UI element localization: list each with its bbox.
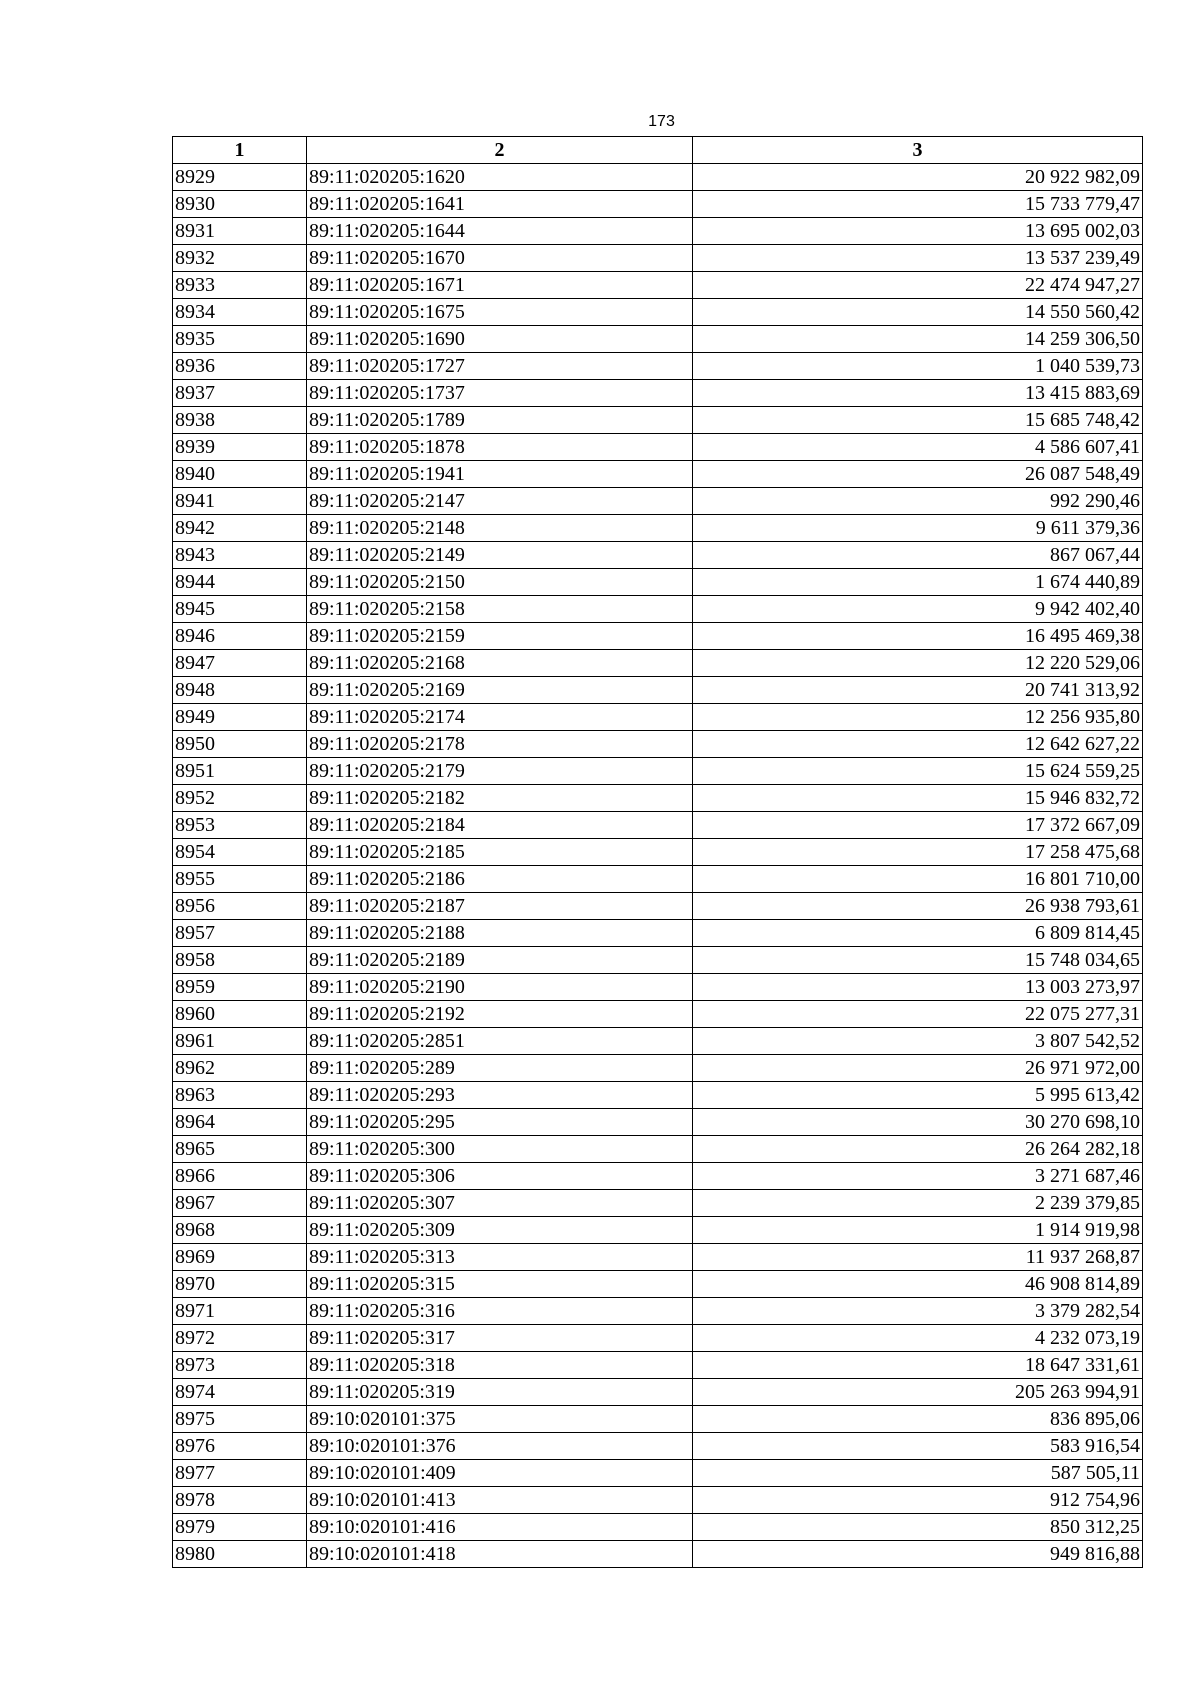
row-number-cell: 8955 <box>173 866 307 893</box>
cadastral-number-cell: 89:10:020101:409 <box>307 1460 693 1487</box>
row-number-cell: 8977 <box>173 1460 307 1487</box>
row-number-cell: 8967 <box>173 1190 307 1217</box>
cadastral-number-cell: 89:10:020101:413 <box>307 1487 693 1514</box>
value-cell: 11 937 268,87 <box>693 1244 1143 1271</box>
row-number-cell: 8979 <box>173 1514 307 1541</box>
table-row <box>173 758 1143 785</box>
cadastral-number-cell: 89:11:020205:2149 <box>307 542 693 569</box>
row-number-cell: 8943 <box>173 542 307 569</box>
value-cell: 13 415 883,69 <box>693 380 1143 407</box>
row-number-cell: 8945 <box>173 596 307 623</box>
value-cell: 16 495 469,38 <box>693 623 1143 650</box>
value-cell: 912 754,96 <box>693 1487 1143 1514</box>
table-row <box>173 515 1143 542</box>
table-row <box>173 812 1143 839</box>
table-row <box>173 1082 1143 1109</box>
value-cell: 5 995 613,42 <box>693 1082 1143 1109</box>
table-body <box>173 164 1143 1568</box>
row-number-cell: 8972 <box>173 1325 307 1352</box>
cadastral-number-cell: 89:11:020205:316 <box>307 1298 693 1325</box>
row-number-cell: 8929 <box>173 164 307 191</box>
value-cell: 30 270 698,10 <box>693 1109 1143 1136</box>
table-row <box>173 1217 1143 1244</box>
value-cell: 850 312,25 <box>693 1514 1143 1541</box>
value-cell: 836 895,06 <box>693 1406 1143 1433</box>
table-row <box>173 1271 1143 1298</box>
cadastral-number-cell: 89:11:020205:2158 <box>307 596 693 623</box>
table-row <box>173 1055 1143 1082</box>
cadastral-number-cell: 89:11:020205:295 <box>307 1109 693 1136</box>
row-number-cell: 8957 <box>173 920 307 947</box>
row-number-cell: 8956 <box>173 893 307 920</box>
value-cell: 22 075 277,31 <box>693 1001 1143 1028</box>
table-row <box>173 542 1143 569</box>
cadastral-number-cell: 89:11:020205:306 <box>307 1163 693 1190</box>
value-cell: 15 685 748,42 <box>693 407 1143 434</box>
table-row <box>173 272 1143 299</box>
cadastral-number-cell: 89:11:020205:315 <box>307 1271 693 1298</box>
row-number-cell: 8930 <box>173 191 307 218</box>
table-row <box>173 569 1143 596</box>
cadastral-number-cell: 89:10:020101:376 <box>307 1433 693 1460</box>
row-number-cell: 8933 <box>173 272 307 299</box>
row-number-cell: 8980 <box>173 1541 307 1568</box>
value-cell: 26 087 548,49 <box>693 461 1143 488</box>
value-cell: 1 674 440,89 <box>693 569 1143 596</box>
cadastral-number-cell: 89:11:020205:313 <box>307 1244 693 1271</box>
value-cell: 12 256 935,80 <box>693 704 1143 731</box>
value-cell: 949 816,88 <box>693 1541 1143 1568</box>
table-row <box>173 596 1143 623</box>
row-number-cell: 8932 <box>173 245 307 272</box>
table-row <box>173 839 1143 866</box>
table-row <box>173 1460 1143 1487</box>
table-row <box>173 407 1143 434</box>
row-number-cell: 8937 <box>173 380 307 407</box>
cadastral-number-cell: 89:11:020205:318 <box>307 1352 693 1379</box>
value-cell: 26 264 282,18 <box>693 1136 1143 1163</box>
table-row <box>173 1379 1143 1406</box>
cadastral-number-cell: 89:11:020205:1670 <box>307 245 693 272</box>
value-cell: 4 232 073,19 <box>693 1325 1143 1352</box>
value-cell: 4 586 607,41 <box>693 434 1143 461</box>
table-row <box>173 785 1143 812</box>
cadastral-number-cell: 89:11:020205:2168 <box>307 650 693 677</box>
column-header-2: 2 <box>307 137 693 164</box>
row-number-cell: 8952 <box>173 785 307 812</box>
value-cell: 18 647 331,61 <box>693 1352 1143 1379</box>
value-cell: 14 259 306,50 <box>693 326 1143 353</box>
page-number: 173 <box>648 113 675 130</box>
cadastral-number-cell: 89:11:020205:2851 <box>307 1028 693 1055</box>
table-row <box>173 1487 1143 1514</box>
cadastral-number-cell: 89:11:020205:1671 <box>307 272 693 299</box>
table-row <box>173 434 1143 461</box>
row-number-cell: 8946 <box>173 623 307 650</box>
value-cell: 16 801 710,00 <box>693 866 1143 893</box>
table-row <box>173 920 1143 947</box>
table-row <box>173 326 1143 353</box>
row-number-cell: 8974 <box>173 1379 307 1406</box>
row-number-cell: 8971 <box>173 1298 307 1325</box>
table-row <box>173 1163 1143 1190</box>
value-cell: 9 942 402,40 <box>693 596 1143 623</box>
cadastral-number-cell: 89:10:020101:418 <box>307 1541 693 1568</box>
table-row <box>173 218 1143 245</box>
row-number-cell: 8958 <box>173 947 307 974</box>
cadastral-number-cell: 89:11:020205:309 <box>307 1217 693 1244</box>
row-number-cell: 8966 <box>173 1163 307 1190</box>
row-number-cell: 8976 <box>173 1433 307 1460</box>
table-row <box>173 1298 1143 1325</box>
row-number-cell: 8960 <box>173 1001 307 1028</box>
table-row <box>173 353 1143 380</box>
value-cell: 20 922 982,09 <box>693 164 1143 191</box>
value-cell: 3 379 282,54 <box>693 1298 1143 1325</box>
value-cell: 15 748 034,65 <box>693 947 1143 974</box>
value-cell: 587 505,11 <box>693 1460 1143 1487</box>
table-row <box>173 1244 1143 1271</box>
value-cell: 6 809 814,45 <box>693 920 1143 947</box>
cadastral-number-cell: 89:10:020101:375 <box>307 1406 693 1433</box>
table-row <box>173 461 1143 488</box>
value-cell: 3 271 687,46 <box>693 1163 1143 1190</box>
row-number-cell: 8959 <box>173 974 307 1001</box>
table-row <box>173 1028 1143 1055</box>
row-number-cell: 8964 <box>173 1109 307 1136</box>
cadastral-number-cell: 89:11:020205:1941 <box>307 461 693 488</box>
cadastral-number-cell: 89:11:020205:1727 <box>307 353 693 380</box>
row-number-cell: 8944 <box>173 569 307 596</box>
row-number-cell: 8948 <box>173 677 307 704</box>
value-cell: 583 916,54 <box>693 1433 1143 1460</box>
value-cell: 14 550 560,42 <box>693 299 1143 326</box>
cadastral-number-cell: 89:11:020205:293 <box>307 1082 693 1109</box>
cadastral-number-cell: 89:11:020205:1690 <box>307 326 693 353</box>
row-number-cell: 8953 <box>173 812 307 839</box>
value-cell: 22 474 947,27 <box>693 272 1143 299</box>
table-row <box>173 1001 1143 1028</box>
table-row <box>173 380 1143 407</box>
value-cell: 26 971 972,00 <box>693 1055 1143 1082</box>
table-row <box>173 974 1143 1001</box>
cadastral-number-cell: 89:11:020205:1644 <box>307 218 693 245</box>
cadastral-number-cell: 89:11:020205:1675 <box>307 299 693 326</box>
cadastral-number-cell: 89:11:020205:2188 <box>307 920 693 947</box>
cadastral-number-cell: 89:11:020205:317 <box>307 1325 693 1352</box>
header-row <box>173 137 1143 164</box>
row-number-cell: 8936 <box>173 353 307 380</box>
cadastral-number-cell: 89:11:020205:1620 <box>307 164 693 191</box>
row-number-cell: 8950 <box>173 731 307 758</box>
value-cell: 13 537 239,49 <box>693 245 1143 272</box>
row-number-cell: 8975 <box>173 1406 307 1433</box>
table-row <box>173 299 1143 326</box>
row-number-cell: 8973 <box>173 1352 307 1379</box>
row-number-cell: 8939 <box>173 434 307 461</box>
row-number-cell: 8938 <box>173 407 307 434</box>
value-cell: 20 741 313,92 <box>693 677 1143 704</box>
table-row <box>173 164 1143 191</box>
row-number-cell: 8961 <box>173 1028 307 1055</box>
value-cell: 867 067,44 <box>693 542 1143 569</box>
cadastral-number-cell: 89:11:020205:2147 <box>307 488 693 515</box>
value-cell: 13 003 273,97 <box>693 974 1143 1001</box>
table-row <box>173 245 1143 272</box>
table-row <box>173 488 1143 515</box>
cadastral-number-cell: 89:11:020205:2179 <box>307 758 693 785</box>
cadastral-number-cell: 89:11:020205:2159 <box>307 623 693 650</box>
cadastral-number-cell: 89:11:020205:289 <box>307 1055 693 1082</box>
row-number-cell: 8941 <box>173 488 307 515</box>
cadastral-number-cell: 89:11:020205:2182 <box>307 785 693 812</box>
table-row <box>173 677 1143 704</box>
cadastral-number-cell: 89:11:020205:300 <box>307 1136 693 1163</box>
cadastral-number-cell: 89:11:020205:2184 <box>307 812 693 839</box>
row-number-cell: 8954 <box>173 839 307 866</box>
row-number-cell: 8942 <box>173 515 307 542</box>
row-number-cell: 8947 <box>173 650 307 677</box>
row-number-cell: 8949 <box>173 704 307 731</box>
cadastral-number-cell: 89:11:020205:1641 <box>307 191 693 218</box>
column-header-1: 1 <box>173 137 307 164</box>
cadastral-number-cell: 89:11:020205:2148 <box>307 515 693 542</box>
table-row <box>173 893 1143 920</box>
row-number-cell: 8935 <box>173 326 307 353</box>
value-cell: 17 372 667,09 <box>693 812 1143 839</box>
value-cell: 3 807 542,52 <box>693 1028 1143 1055</box>
value-cell: 13 695 002,03 <box>693 218 1143 245</box>
cadastral-number-cell: 89:11:020205:1878 <box>307 434 693 461</box>
value-cell: 9 611 379,36 <box>693 515 1143 542</box>
table-row <box>173 191 1143 218</box>
table-row <box>173 947 1143 974</box>
row-number-cell: 8963 <box>173 1082 307 1109</box>
cadastral-number-cell: 89:11:020205:1737 <box>307 380 693 407</box>
cadastral-number-cell: 89:11:020205:2169 <box>307 677 693 704</box>
cadastral-number-cell: 89:11:020205:2186 <box>307 866 693 893</box>
row-number-cell: 8940 <box>173 461 307 488</box>
value-cell: 17 258 475,68 <box>693 839 1143 866</box>
table-row <box>173 1352 1143 1379</box>
row-number-cell: 8978 <box>173 1487 307 1514</box>
value-cell: 15 733 779,47 <box>693 191 1143 218</box>
table-row <box>173 1136 1143 1163</box>
value-cell: 12 642 627,22 <box>693 731 1143 758</box>
row-number-cell: 8970 <box>173 1271 307 1298</box>
table-row <box>173 1109 1143 1136</box>
table-row <box>173 704 1143 731</box>
row-number-cell: 8965 <box>173 1136 307 1163</box>
table-row <box>173 623 1143 650</box>
cadastral-number-cell: 89:11:020205:307 <box>307 1190 693 1217</box>
cadastral-number-cell: 89:11:020205:2190 <box>307 974 693 1001</box>
row-number-cell: 8931 <box>173 218 307 245</box>
table-row <box>173 650 1143 677</box>
table-row <box>173 731 1143 758</box>
cadastral-number-cell: 89:11:020205:1789 <box>307 407 693 434</box>
cadastral-number-cell: 89:10:020101:416 <box>307 1514 693 1541</box>
cadastral-number-cell: 89:11:020205:319 <box>307 1379 693 1406</box>
value-cell: 15 624 559,25 <box>693 758 1143 785</box>
row-number-cell: 8962 <box>173 1055 307 1082</box>
cadastral-number-cell: 89:11:020205:2174 <box>307 704 693 731</box>
cadastral-number-cell: 89:11:020205:2189 <box>307 947 693 974</box>
table-row <box>173 1406 1143 1433</box>
row-number-cell: 8951 <box>173 758 307 785</box>
value-cell: 26 938 793,61 <box>693 893 1143 920</box>
cadastral-number-cell: 89:11:020205:2178 <box>307 731 693 758</box>
value-cell: 1 914 919,98 <box>693 1217 1143 1244</box>
row-number-cell: 8934 <box>173 299 307 326</box>
value-cell: 992 290,46 <box>693 488 1143 515</box>
table-row <box>173 1433 1143 1460</box>
value-cell: 12 220 529,06 <box>693 650 1143 677</box>
cadastral-number-cell: 89:11:020205:2150 <box>307 569 693 596</box>
value-cell: 2 239 379,85 <box>693 1190 1143 1217</box>
table-row <box>173 1325 1143 1352</box>
table-row <box>173 1541 1143 1568</box>
row-number-cell: 8968 <box>173 1217 307 1244</box>
row-number-cell: 8969 <box>173 1244 307 1271</box>
cadastral-number-cell: 89:11:020205:2192 <box>307 1001 693 1028</box>
value-cell: 15 946 832,72 <box>693 785 1143 812</box>
cadastral-number-cell: 89:11:020205:2185 <box>307 839 693 866</box>
column-header-3: 3 <box>693 137 1143 164</box>
table-row <box>173 1190 1143 1217</box>
table-row <box>173 1514 1143 1541</box>
value-cell: 1 040 539,73 <box>693 353 1143 380</box>
value-cell: 205 263 994,91 <box>693 1379 1143 1406</box>
registry-table <box>172 136 1143 1568</box>
value-cell: 46 908 814,89 <box>693 1271 1143 1298</box>
cadastral-number-cell: 89:11:020205:2187 <box>307 893 693 920</box>
table-row <box>173 866 1143 893</box>
